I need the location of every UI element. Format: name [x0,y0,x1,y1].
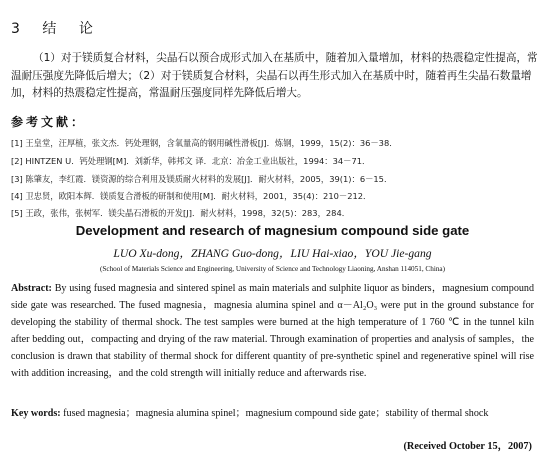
english-abstract [11,280,534,383]
keywords-text: fused magnesia；magnesia alumina spinel；magnesium compound side gate；stability of thermal shock [63,408,489,419]
reference-item: [2] HINTZEN U．钙处理钢[M]．刘新华，韩邦文 译．北京：冶金工业出版社，1994：34－71． [11,156,371,166]
english-title: Development and research of magnesium compound side gate [75,223,470,238]
abstract-text: By using fused magnesia and sintered spinel as main materials and sulphite liquor as binders，magnesium compound side gate was researched. The fused magnesia，magnesia alumina spinel and α－Al₂O₃ were put in the ground substance for developing the stability of thermal shock. The test samples were burned at the high temperature of 1 760 ℃ in the tunnel kiln after bedding out，compacting and drying of the raw material. Through examination of properties and analysis of samples，the conclusion is drawn that stability of thermal shock for different quantity of pre-synthetic spinel and regenerative spinel will rise with addition increasing，and the cold strength will initially reduce and afterwards rise. [11,283,535,380]
reference-item: [1] 王皇堂，汪厚植，张文杰．钙处理钢，含氧量高的钢用碱性滑板[J]．炼钢，1999，15(2)：36－38． [11,138,398,148]
reference-item: [4] 卫忠贤，欧阳本辉．镁质复合滑板的研制和使用[M]．耐火材料，2001，35(4)：210－212． [11,191,372,201]
reference-item: [3] 陈肇友，李红霞．镁资源的综合利用及镁质耐火材料的发展[J]．耐火材料，2005，39(1)：6－15． [11,174,393,184]
section-title: 结 论 [42,21,102,37]
received-date: (Received October 15，2007) [403,441,532,452]
english-affiliation: (School of Materials Science and Engineering, University of Science and Technology Liaoning, Anshan 114051, China) [99,265,445,273]
conclusion-paragraph: （1）对于镁质复合材料，尖晶石以预合成形式加入在基质中，随着加入量增加，材料的热震稳定性提高，常温耐压强度先降低后增大；（2）对于镁质复合材料，尖晶石以再生形式加入在基质中时，随着再生尖晶石数量增加，材料的热震稳定性提高，常温耐压强度同样先降低后增大。 [11,52,538,99]
abstract-label: Abstract: [11,283,52,294]
section-heading [11,18,102,38]
reference-item: [5] 王政，张伟，张树军．镁尖晶石滑板的开发[J]．耐火材料，1998，32(5)：283，284． [11,208,351,218]
section-number: 3 [11,21,29,37]
keywords-label: Key words: [11,408,61,419]
references-heading: 参考文献： [11,115,87,129]
english-authors: LUO Xu-dong，ZHANG Guo-dong，LIU Hai-xiao，YOU Jie-gang [113,247,432,260]
english-keywords [11,405,534,422]
